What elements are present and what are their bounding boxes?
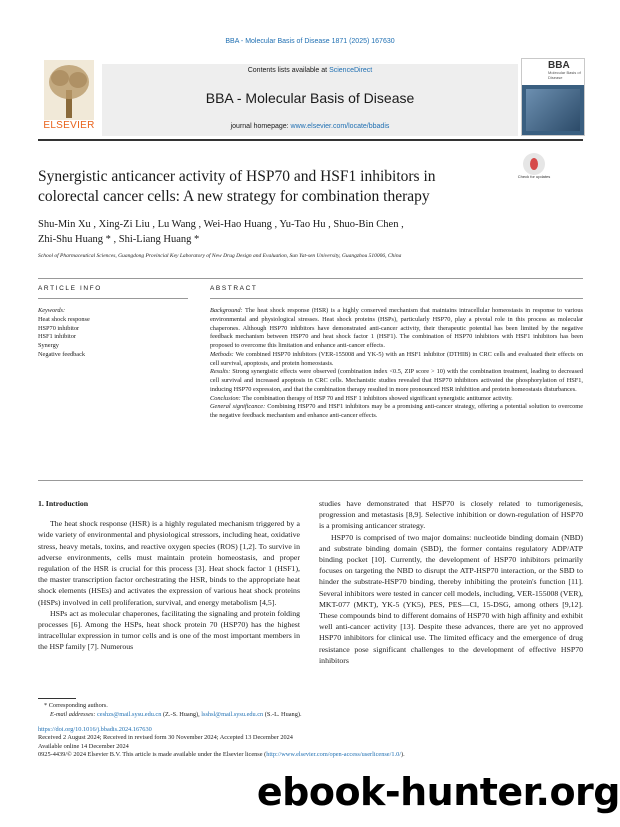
- cover-subtitle: Molecular Basis of Disease: [548, 70, 581, 80]
- journal-cover: [521, 58, 585, 136]
- article-footer: [38, 726, 583, 759]
- elsevier-tree-icon: [44, 60, 94, 120]
- doi-link[interactable]: https://doi.org/10.1016/j.bbadis.2024.167630: [38, 726, 152, 733]
- check-updates-button[interactable]: [517, 153, 551, 183]
- cover-title: BBA: [548, 60, 570, 71]
- abstract-significance: General significance: Combining HSP70 and HSF1 inhibitors may be a promising anti-cancer strategy, offering a potential solution to overcome the negative feedback mechanism and enhance anti-cancer effects.: [210, 403, 583, 419]
- footnote: [38, 698, 583, 719]
- affiliation: School of Pharmaceutical Sciences, Guangdong Provincial Key Laboratory of New Drug Design and Evaluation, Sun Yat-sen University, Guangzhou 510006, China: [38, 253, 402, 259]
- body-paragraph: studies have demonstrated that HSP70 is closely related to tumorigenesis, progression and metastasis [8,9]. Selective inhibition or down-regulation of HSP70 is a promising anticancer strategy.: [319, 499, 583, 531]
- elsevier-wordmark: ELSEVIER: [43, 120, 95, 131]
- contents-line: Contents lists available at ScienceDirect: [247, 67, 373, 74]
- abstract-text: [210, 307, 583, 421]
- received-dates: Received 2 August 2024; Received in revised form 30 November 2024; Accepted 13 December 2024: [38, 734, 293, 742]
- author-list: [38, 217, 583, 247]
- footnote-rule: [38, 698, 76, 699]
- article-info-heading: ARTICLE INFO: [38, 285, 102, 292]
- sciencedirect-link[interactable]: ScienceDirect: [329, 67, 373, 74]
- abstract-conclusion: Conclusion: The combination therapy of HSP 70 and HSF 1 inhibitors showed significant synergistic antitumor activity.: [210, 394, 513, 402]
- info-rule-top: [38, 278, 583, 279]
- elsevier-logo: [38, 58, 100, 134]
- authors-line-1[interactable]: Shu-Min Xu , Xing-Zi Liu , Lu Wang , Wei-Hao Huang , Yu-Tao Hu , Shuo-Bin Chen ,: [38, 219, 404, 230]
- abstract-results: Results: Strong synergistic effects were observed (combination index <0.5, ZIP score > 10) with the combination treatment, leading to decreased cell survival and increased apoptosis in CRC cells. Mechanistic studies revealed that HSP70 inhibitors activated the phosphorylation of HSF1, inducing HSP70 expression, and that the combination therapy resulted in more pronounced HSR inhibition and protein homeostasis disturbances.: [210, 368, 583, 393]
- email-link[interactable]: lsshsl@mail.sysu.edu.cn: [201, 711, 264, 718]
- journal-title: BBA - Molecular Basis of Disease: [205, 90, 415, 106]
- abstract-heading: ABSTRACT: [210, 285, 258, 292]
- body-paragraph: The heat shock response (HSR) is a highly regulated mechanism triggered by a wide variety of environmental and physiological stressors, including heat, oxidative stress, heavy metals, toxins, and reactive oxygen species (ROS) [1,2]. To survive in adverse environments, cells must maintain protein homeostasis, and proper regulation of the HSR is crucial for this process [3]. Heat shock factor 1 (HSF1), the master transcription factor orchestrating the HSR, binds to the appropriate heat shock elements (HSEs) and activates the expression of various heat shock proteins (HSPs) involved in cell proliferation, survival, and energy metabolism [4,5].: [38, 519, 300, 607]
- abstract-background: Background: The heat shock response (HSR) is a highly conserved mechanism that maintains intracellular homeostasis in response to various environmental and physiological stresses. Heat shock proteins (HSPs), particularly HSP70, play a pivotal role in this process as molecular chaperones. Although HSP70 inhibitors have demonstrated anti-cancer activity, their therapeutic potential has been limited by the negative feedback mechanism between HSP70 and heat shock factor 1 (HSF1). The combination of HSP70 inhibitors with HSF1 inhibitors has been proposed to overcome this limitation and enhance anti-cancer effects.: [210, 307, 583, 349]
- corresponding-note: * Corresponding authors.: [44, 702, 108, 709]
- keyword-item: Heat shock response: [38, 315, 90, 323]
- body-column-right: [319, 498, 583, 666]
- keywords-label: Keywords:: [38, 307, 66, 314]
- keyword-item: Negative feedback: [38, 350, 86, 358]
- masthead: [38, 58, 583, 138]
- bookmark-icon: [530, 158, 538, 170]
- check-updates-icon: [523, 153, 545, 175]
- journal-homepage: journal homepage: www.elsevier.com/locate/bbadis: [230, 123, 390, 130]
- keyword-item: Synergy: [38, 342, 59, 350]
- email-line: E-mail addresses: ceshzs@mail.sysu.edu.cn (Z.-S. Huang), lsshsl@mail.sysu.edu.cn (S.-L. Huang).: [50, 711, 302, 718]
- journal-banner: [102, 64, 518, 136]
- watermark: ebook-hunter.org: [256, 770, 620, 814]
- cover-header: [522, 59, 584, 85]
- header-rule: [38, 139, 583, 141]
- journal-citation[interactable]: BBA - Molecular Basis of Disease 1871 (2025) 167630: [225, 38, 395, 45]
- article-title: Synergistic anticancer activity of HSP70 and HSF1 inhibitors in colorectal cancer cells: A new strategy for combination therapy: [38, 168, 436, 205]
- body-paragraph: HSPs act as molecular chaperones, facilitating the signaling and protein folding processes [6]. Among the HSPs, heat shock protein 70 (HSP70) has the highest intracellular expression in tumor cells and is one of the most important members in the HSP family [7]. Numerous: [38, 608, 300, 652]
- authors-line-2[interactable]: Zhi-Shu Huang * , Shi-Liang Huang *: [38, 234, 200, 245]
- abstract-bottom-rule: [38, 480, 583, 481]
- cover-image: [526, 89, 580, 131]
- online-date: Available online 14 December 2024: [38, 742, 129, 750]
- homepage-link[interactable]: www.elsevier.com/locate/bbadis: [290, 123, 390, 130]
- check-updates-label: Check for updates: [517, 174, 551, 179]
- keyword-item: HSP70 inhibitor: [38, 324, 80, 332]
- keywords-block: [38, 307, 188, 360]
- license-link[interactable]: http://www.elsevier.com/open-access/userlicense/1.0/: [266, 750, 401, 758]
- keyword-item: HSF1 inhibitor: [38, 333, 76, 341]
- email-link[interactable]: ceshzs@mail.sysu.edu.cn: [97, 711, 162, 718]
- body-paragraph: HSP70 is comprised of two major domains: nucleotide binding domain (NBD) and substrate binding domain (SBD), the former contains regulatory ADP/ATP binding pocket [10]. Currently, the development of HSP70 inhibitors primarily focuses on targeting the NBD to disrupt the ATP-HSP70 interaction, or the SBD to hinder the substrate-HSP70 binding, thereby inhibiting the protein's function [11]. Several inhibitors were tested in cancer cell models, including, VER-155008 (VER), MKT-077 (MKT), YK-5 (YK5), PES, PES—Cl, 15-DSG, among others [9,12]. These compounds bind to different domains of HSP70 with high affinity and exhibit well anti-cancer activity [13]. Despite these advances, there are yet no approved HSP70 inhibitors for clinical use. The limited efficacy and the emergence of drug resistance pose significant challenges to the development of effective HSP70 inhibitors: [319, 532, 583, 665]
- info-rule: [38, 298, 188, 299]
- section-heading: 1. Introduction: [38, 499, 89, 508]
- body-column-left: [38, 498, 300, 653]
- abstract-methods: Methods: We combined HSP70 inhibitors (VER-155008 and YK-5) with an HSF1 inhibitor (DTHIB) in CRC cells and evaluated their effects on cell survival, apoptosis, and protein homeostasis.: [210, 350, 583, 367]
- copyright-line: 0925-4439/© 2024 Elsevier B.V. This article is made available under the Elsevier license (http://www.elsevier.com/open-access/userlicense/1.0/).: [38, 750, 405, 758]
- abstract-rule: [210, 298, 583, 299]
